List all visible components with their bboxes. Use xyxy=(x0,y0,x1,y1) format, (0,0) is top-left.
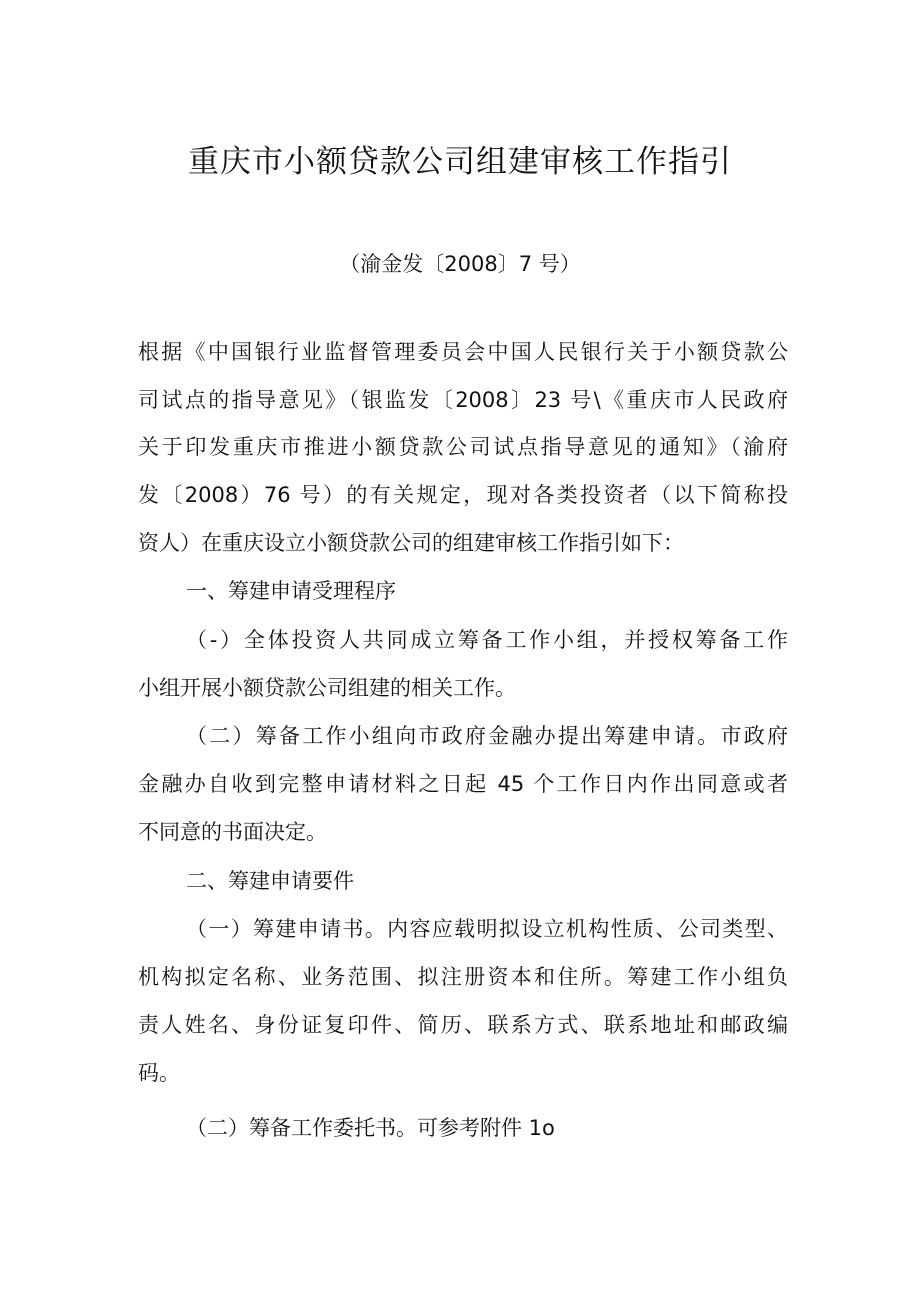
intro-line-3: 关于印发重庆市推进小额贷款公司试点指导意见的通知》（渝府 xyxy=(138,435,788,459)
intro-line-5: 资人）在重庆设立小额贷款公司的组建审核工作指引如下： xyxy=(138,531,684,555)
section-2-item-1-line-2: 机构拟定名称、业务范围、拟注册资本和住所。筹建工作小组负 xyxy=(138,965,788,989)
section-1-heading: 一、筹建申请受理程序 xyxy=(186,579,396,603)
intro-line-1: 根据《中国银行业监督管理委员会中国人民银行关于小额贷款公 xyxy=(138,340,788,364)
section-1-item-1-line-1: （-）全体投资人共同成立筹备工作小组，并授权筹备工作 xyxy=(186,628,788,652)
document-number: （渝金发〔2008〕7 号） xyxy=(339,252,581,276)
section-2-item-2-line-1: （二）筹备工作委托书。可参考附件 1o xyxy=(186,1116,555,1140)
section-1-item-2-line-2: 金融办自收到完整申请材料之日起 45 个工作日内作出同意或者 xyxy=(138,772,788,796)
section-2-item-1-line-1: （一）筹建申请书。内容应载明拟设立机构性质、公司类型、 xyxy=(186,917,788,941)
section-1-item-2-line-3: 不同意的书面决定。 xyxy=(138,820,327,844)
section-2-item-1-line-4: 码。 xyxy=(138,1061,180,1085)
intro-line-2: 司试点的指导意见》（银监发〔2008〕23 号\《重庆市人民政府 xyxy=(138,388,788,412)
section-2-item-1-line-3: 责人姓名、身份证复印件、简历、联系方式、联系地址和邮政编 xyxy=(138,1013,788,1037)
section-1-item-1-line-2: 小组开展小额贷款公司组建的相关工作。 xyxy=(138,676,516,700)
intro-line-4: 发〔2008）76 号）的有关规定，现对各类投资者（以下简称投 xyxy=(138,483,788,507)
document-title: 重庆市小额贷款公司组建审核工作指引 xyxy=(188,144,732,180)
section-1-item-2-line-1: （二）筹备工作小组向市政府金融办提出筹建申请。市政府 xyxy=(186,724,788,748)
section-2-heading: 二、筹建申请要件 xyxy=(186,869,354,893)
